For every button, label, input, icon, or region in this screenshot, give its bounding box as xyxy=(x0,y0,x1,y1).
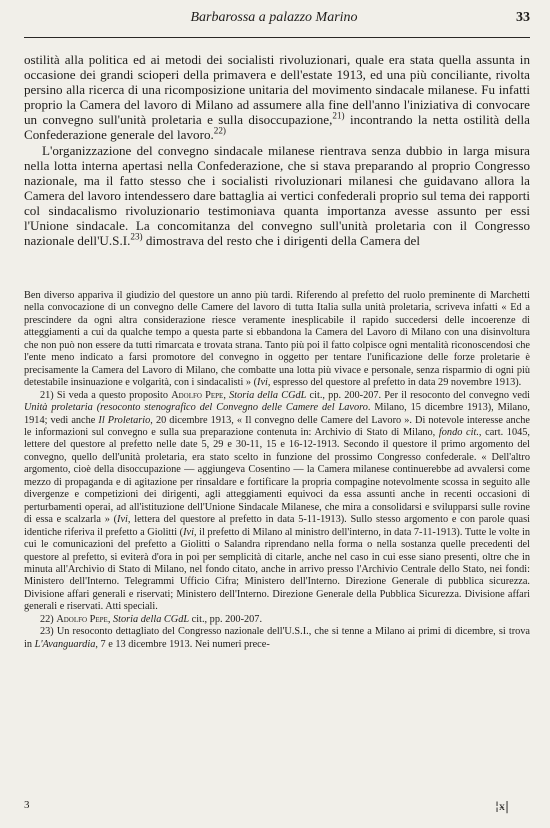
footnote-continuation-text: Ben diverso appariva il giudizio del questore un anno più tardi. Riferendo al prefetto del ruolo preminente di Marchetti nella convocazione di un convegno delle Camere del lavoro di tutta Italia sulla unità proletaria, scriveva infatti « Ed a prescindere da ogni altra considerazione riesce veramente inesplicabile il rapido succedersi delle incoerenze di atteggiamenti a cui da qualche tempo a questa parte si ebbandona la Camera del Lavoro di Milano con una disinvoltura che non può non essere da tutti rimarcata e trovata strana. Tanto più poi il fatto colpisce ogni mentalità riconoscendosi che l'ente meno indicato a farsi promotore del convegno in oggetto per tentare l'unificazione delle forze proletarie è precisamente la Camera del Lavoro di Milano, che combatte una lotta più vivace e personale, senza risparmio di ogni più detestabile insinuazione e volgarità, con i sindacalisti » ( xyxy=(24,290,530,389)
footnote-22-text-c: cit., pp. 200-207. xyxy=(189,613,263,625)
page-number: 33 xyxy=(516,10,530,25)
footnote-21-text-a: Si veda a questo proposito xyxy=(53,389,172,401)
paragraph-2 xyxy=(24,143,530,249)
footnote-22-text-b: , xyxy=(107,613,113,625)
footnote-21-author: Adolfo Pepe xyxy=(171,389,224,401)
footnote-22-author: Adolfo Pepe xyxy=(56,613,108,625)
footnote-ref-23: 23) xyxy=(130,231,143,242)
footnote-21-text-e: , 20 dicembre 1913, « Il convegno delle Camere del Lavoro ». Di notevole interesse anche le informazioni sul convegno e sulla sua preparazione contenuta in: Archivio di Stato di Milano, xyxy=(24,414,530,438)
footnote-21-text-b: , xyxy=(223,389,230,401)
footnote-21-ivi-3: Ivi xyxy=(183,526,194,538)
footnote-23-number: 23) xyxy=(40,626,54,638)
footnote-continuation-end: , espresso del questore al prefetto in data 29 novembre 1913). xyxy=(267,377,522,389)
footnote-continuation xyxy=(24,290,530,390)
footnote-23 xyxy=(24,626,530,651)
footnote-21 xyxy=(24,390,530,614)
footnote-23-text-a: Un resoconto dettagliato del Congresso nazionale dell'U.S.I., che si tenne a Milano ai primi di dicembre, si trova in xyxy=(24,626,530,650)
footnote-21-title-3: Il Proletario xyxy=(98,414,151,426)
footnote-21-text-c: cit., pp. 200-207. Per il resoconto del convegno vedi xyxy=(306,389,530,401)
footnote-21-text-d: . Milano, 15 dicembre 1913), Milano, 1914; vedi anche xyxy=(24,402,530,426)
footnote-21-text-f: , cart. 1045, lettere del questore al prefetto nelle date 5, 29 e 30-11, 15 e 16-12-1913. Secondo il questore il primo argomento del convegno, quello dell'unità proletaria, era stato scelto in funzione del prossimo Congresso confederale. « Dell'altro argomento, cioè della disoccupazione — aggiungeva Cosentino — la Camera milanese continuerebbe ad avvalersi come mezzo di propaganda e di agitazione per rinsaldare e fortificare la propria compagine notevolmente scossa in seguito alle divergenze e competizioni dei dirigenti, agli atteggiamenti equivoci da essa assunti anche in recenti occasioni di perturbamenti operai, ad all'istituzione dell'Unione Sindacale Milanese, che mira a consolidarsi e svilupparsi sulle rovine di essa e scalzarla » ( xyxy=(24,426,530,526)
footnote-21-number: 21) xyxy=(40,389,54,401)
footnote-21-text-h: , il prefetto di Milano al ministro dell'interno, in data 7-11-1913). Tutte le volte in cui le comunicazioni del prefetto a Giolitti o Salandra riprendano nella forma o nella sostanza quelle precedenti del questore al prefetto, si eviterà d'ora in poi per semplicità di citarle, anche nel caso in cui esse siano presenti, oltre che in minuta all'Archivio di Stato di Milano, nel fondo citato, anche in arrivo presso l'Archivio Centrale dello Stato, nei fondi: Ministero dell'Interno. Telegrammi Ufficio Cifra; Ministero dell'Interno. Direzione Generale di pubblica sicurezza. Divisione affari generali e riservati; Ministero dell'Interno. Direzione Generale della Pubblica Sicurezza. Divisione affari generali e riservati. Atti speciali. xyxy=(24,526,530,613)
footnote-22 xyxy=(24,614,530,626)
footnote-ref-22: 22) xyxy=(213,126,226,137)
paragraph-1-text-a: ostilità alla politica ed ai metodi dei socialisti rivoluzionari, quale era stata quella assunta in occasione dei grandi scioperi della primavera e dell'estate 1913, ed una più conciliante, rivolta persino alla ricerca di una ricomposizione unitaria del movimento sindacale milanese. Fu infatti proprio la Camera del lavoro di Milano ad assumere alla fine dell'anno l'iniziativa di convocare un convegno sull'unità proletaria e sulla disoccupazione, xyxy=(24,52,530,128)
footnote-21-ivi-2: Ivi xyxy=(117,514,128,526)
footnote-21-title: Storia della CGdL xyxy=(229,389,307,401)
paragraph-1 xyxy=(24,52,530,143)
footnote-23-text-b: , 7 e 13 dicembre 1913. Nei numeri prece- xyxy=(95,638,270,650)
signature-mark: 3 xyxy=(24,799,30,811)
footnote-21-fondo: fondo cit. xyxy=(438,426,479,438)
main-text xyxy=(24,52,530,248)
footnotes xyxy=(24,290,530,651)
footnote-21-text-g: , lettera del questore al prefetto in data 5-11-1913). Sullo stesso argomento e con parole quasi identiche riferiva il prefetto a Giolitti ( xyxy=(24,514,530,538)
running-title: Barbarossa a palazzo Marino xyxy=(190,10,358,25)
paragraph-1-text-b: incontrando la netta ostilità della Confederazione generale del lavoro. xyxy=(24,112,530,143)
footnote-continuation-ivi: Ivi xyxy=(257,377,268,389)
corner-mark: ¦ӿ| xyxy=(495,799,510,813)
footnote-22-number: 22) xyxy=(40,613,54,625)
footnote-ref-21: 21) xyxy=(332,111,345,122)
paragraph-2-text-a: L'organizzazione del convegno sindacale milanese rientrava senza dubbio in larga misura nella lotta interna apertasi nella Confederazione, che si stava preparando al proprio Congresso nazionale, ma il fatto stesso che i socialisti rivoluzionari milanesi che guidavano allora la Camera del lavoro intendessero dare battaglia ai vertici confederali proprio sul tema dei rapporti col sindacalismo rivoluzionario testimoniava quanta importanza avesse assunto per essi l'Unione sindacale. La concomitanza del convegno sull'unità proletaria con il Congresso nazionale dell'U.S.I. xyxy=(24,142,530,249)
footnote-23-title: L'Avanguardia xyxy=(34,638,96,650)
header-rule xyxy=(24,37,530,38)
footnote-21-title-2: Unità proletaria (resoconto stenografico del Convegno delle Camere del Lavoro xyxy=(24,402,368,414)
paragraph-2-text-b: dimostrava del resto che i dirigenti della Camera del xyxy=(142,233,420,249)
footnote-22-title: Storia della CGdL xyxy=(113,613,190,625)
page-header xyxy=(18,10,530,32)
